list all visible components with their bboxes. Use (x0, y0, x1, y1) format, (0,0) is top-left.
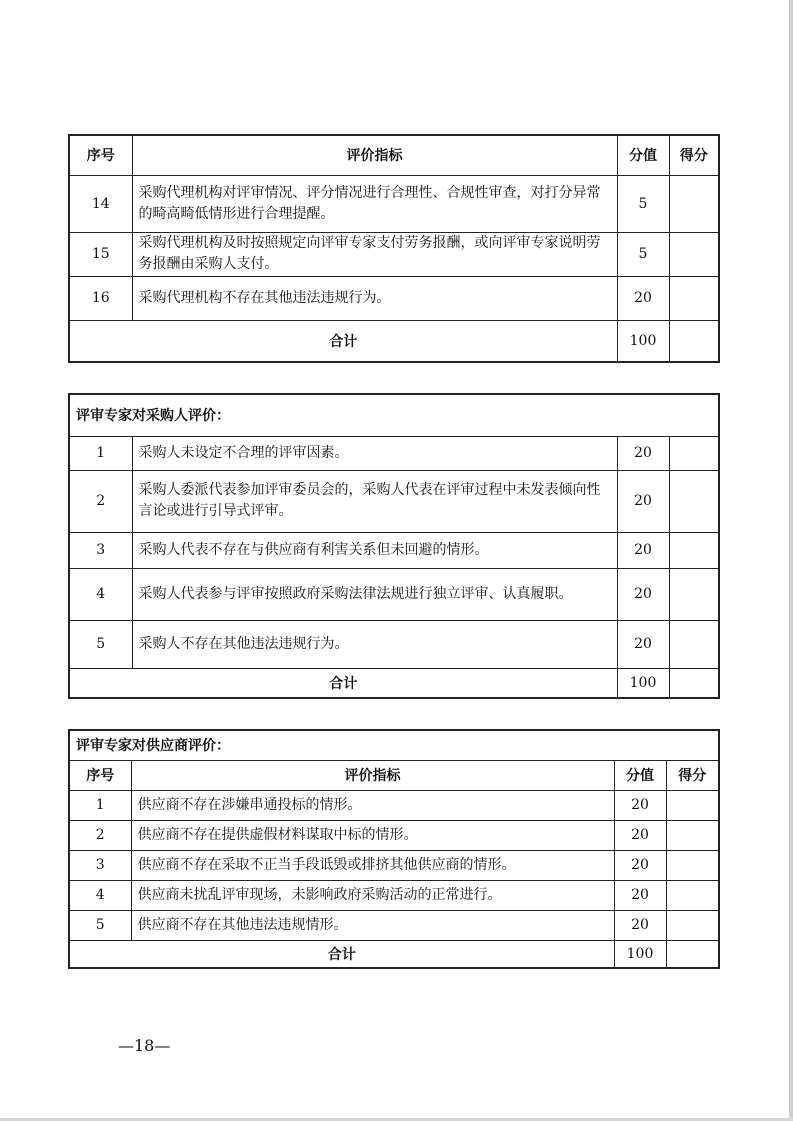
total-row (69, 668, 719, 698)
row-indicator: 采购代理机构对评审情况、评分情况进行合理性、合规性审查，对打分异常的畸高畸低情形进行合理提醒。 (132, 175, 617, 232)
row-score-cell[interactable] (669, 175, 719, 232)
header-score: 得分 (666, 760, 719, 790)
row-score-cell[interactable] (666, 820, 719, 850)
row-index: 1 (69, 436, 132, 470)
section-title-row (69, 394, 719, 436)
row-score-cell[interactable] (666, 880, 719, 910)
total-points: 100 (617, 320, 669, 362)
header-index: 序号 (69, 135, 132, 175)
row-index: 3 (69, 532, 132, 568)
header-index: 序号 (69, 760, 131, 790)
total-row (69, 320, 719, 362)
page-edge-shadow (789, 0, 793, 1121)
section-title-row (69, 730, 719, 760)
row-score-cell[interactable] (669, 620, 719, 668)
row-score-cell[interactable] (669, 470, 719, 532)
row-points: 20 (617, 568, 669, 620)
row-score-cell[interactable] (669, 276, 719, 320)
table-header-row (69, 760, 719, 790)
total-label: 合计 (69, 940, 614, 968)
section-title: 评审专家对采购人评价： (69, 394, 719, 436)
row-score-cell[interactable] (666, 790, 719, 820)
page-number: —18— (118, 1036, 171, 1055)
table-row (69, 175, 719, 232)
row-indicator: 采购代理机构不存在其他违法违规行为。 (132, 276, 617, 320)
table-row (69, 470, 719, 532)
total-row (69, 940, 719, 968)
header-indicator: 评价指标 (132, 135, 617, 175)
row-index: 4 (69, 880, 131, 910)
row-index: 16 (69, 276, 132, 320)
row-points: 5 (617, 232, 669, 276)
table-row (69, 568, 719, 620)
total-score-cell[interactable] (669, 668, 719, 698)
table-row (69, 232, 719, 276)
row-indicator: 采购人委派代表参加评审委员会的，采购人代表在评审过程中未发表倾向性言论或进行引导式评审。 (132, 470, 617, 532)
row-points: 5 (617, 175, 669, 232)
total-score-cell[interactable] (666, 940, 719, 968)
row-index: 2 (69, 470, 132, 532)
row-index: 4 (69, 568, 132, 620)
row-index: 14 (69, 175, 132, 232)
row-indicator: 供应商不存在提供虚假材料谋取中标的情形。 (131, 820, 614, 850)
row-indicator: 采购人不存在其他违法违规行为。 (132, 620, 617, 668)
header-score: 得分 (669, 135, 719, 175)
row-indicator: 采购人未设定不合理的评审因素。 (132, 436, 617, 470)
table-row (69, 910, 719, 940)
row-score-cell[interactable] (666, 850, 719, 880)
row-score-cell[interactable] (669, 436, 719, 470)
row-points: 20 (617, 470, 669, 532)
row-indicator: 供应商不存在其他违法违规情形。 (131, 910, 614, 940)
row-index: 15 (69, 232, 132, 276)
total-label: 合计 (69, 668, 617, 698)
table-row (69, 880, 719, 910)
section-title: 评审专家对供应商评价： (69, 730, 719, 760)
row-indicator: 采购代理机构及时按照规定向评审专家支付劳务报酬，或向评审专家说明劳务报酬由采购人支付。 (132, 232, 617, 276)
table-row (69, 532, 719, 568)
header-points: 分值 (617, 135, 669, 175)
row-points: 20 (617, 436, 669, 470)
total-score-cell[interactable] (669, 320, 719, 362)
row-score-cell[interactable] (666, 910, 719, 940)
table-header-row (69, 135, 719, 175)
evaluation-table-agency (68, 134, 720, 363)
total-label: 合计 (69, 320, 617, 362)
total-points: 100 (617, 668, 669, 698)
row-points: 20 (617, 276, 669, 320)
row-points: 20 (614, 820, 666, 850)
row-score-cell[interactable] (669, 568, 719, 620)
table-row (69, 790, 719, 820)
header-indicator: 评价指标 (131, 760, 614, 790)
table-row (69, 820, 719, 850)
row-score-cell[interactable] (669, 232, 719, 276)
row-indicator: 采购人代表不存在与供应商有利害关系但未回避的情形。 (132, 532, 617, 568)
row-indicator: 采购人代表参与评审按照政府采购法律法规进行独立评审、认真履职。 (132, 568, 617, 620)
row-index: 2 (69, 820, 131, 850)
row-points: 20 (614, 910, 666, 940)
row-index: 3 (69, 850, 131, 880)
row-score-cell[interactable] (669, 532, 719, 568)
header-points: 分值 (614, 760, 666, 790)
row-index: 5 (69, 910, 131, 940)
row-index: 5 (69, 620, 132, 668)
row-indicator: 供应商不存在采取不正当手段诋毁或排挤其他供应商的情形。 (131, 850, 614, 880)
table-row (69, 850, 719, 880)
row-points: 20 (617, 532, 669, 568)
total-points: 100 (614, 940, 666, 968)
row-points: 20 (614, 850, 666, 880)
row-points: 20 (617, 620, 669, 668)
evaluation-table-supplier (68, 729, 720, 969)
row-index: 1 (69, 790, 131, 820)
evaluation-table-purchaser (68, 393, 720, 699)
row-indicator: 供应商未扰乱评审现场，未影响政府采购活动的正常进行。 (131, 880, 614, 910)
table-row (69, 276, 719, 320)
row-points: 20 (614, 880, 666, 910)
row-points: 20 (614, 790, 666, 820)
table-row (69, 620, 719, 668)
row-indicator: 供应商不存在涉嫌串通投标的情形。 (131, 790, 614, 820)
table-row (69, 436, 719, 470)
